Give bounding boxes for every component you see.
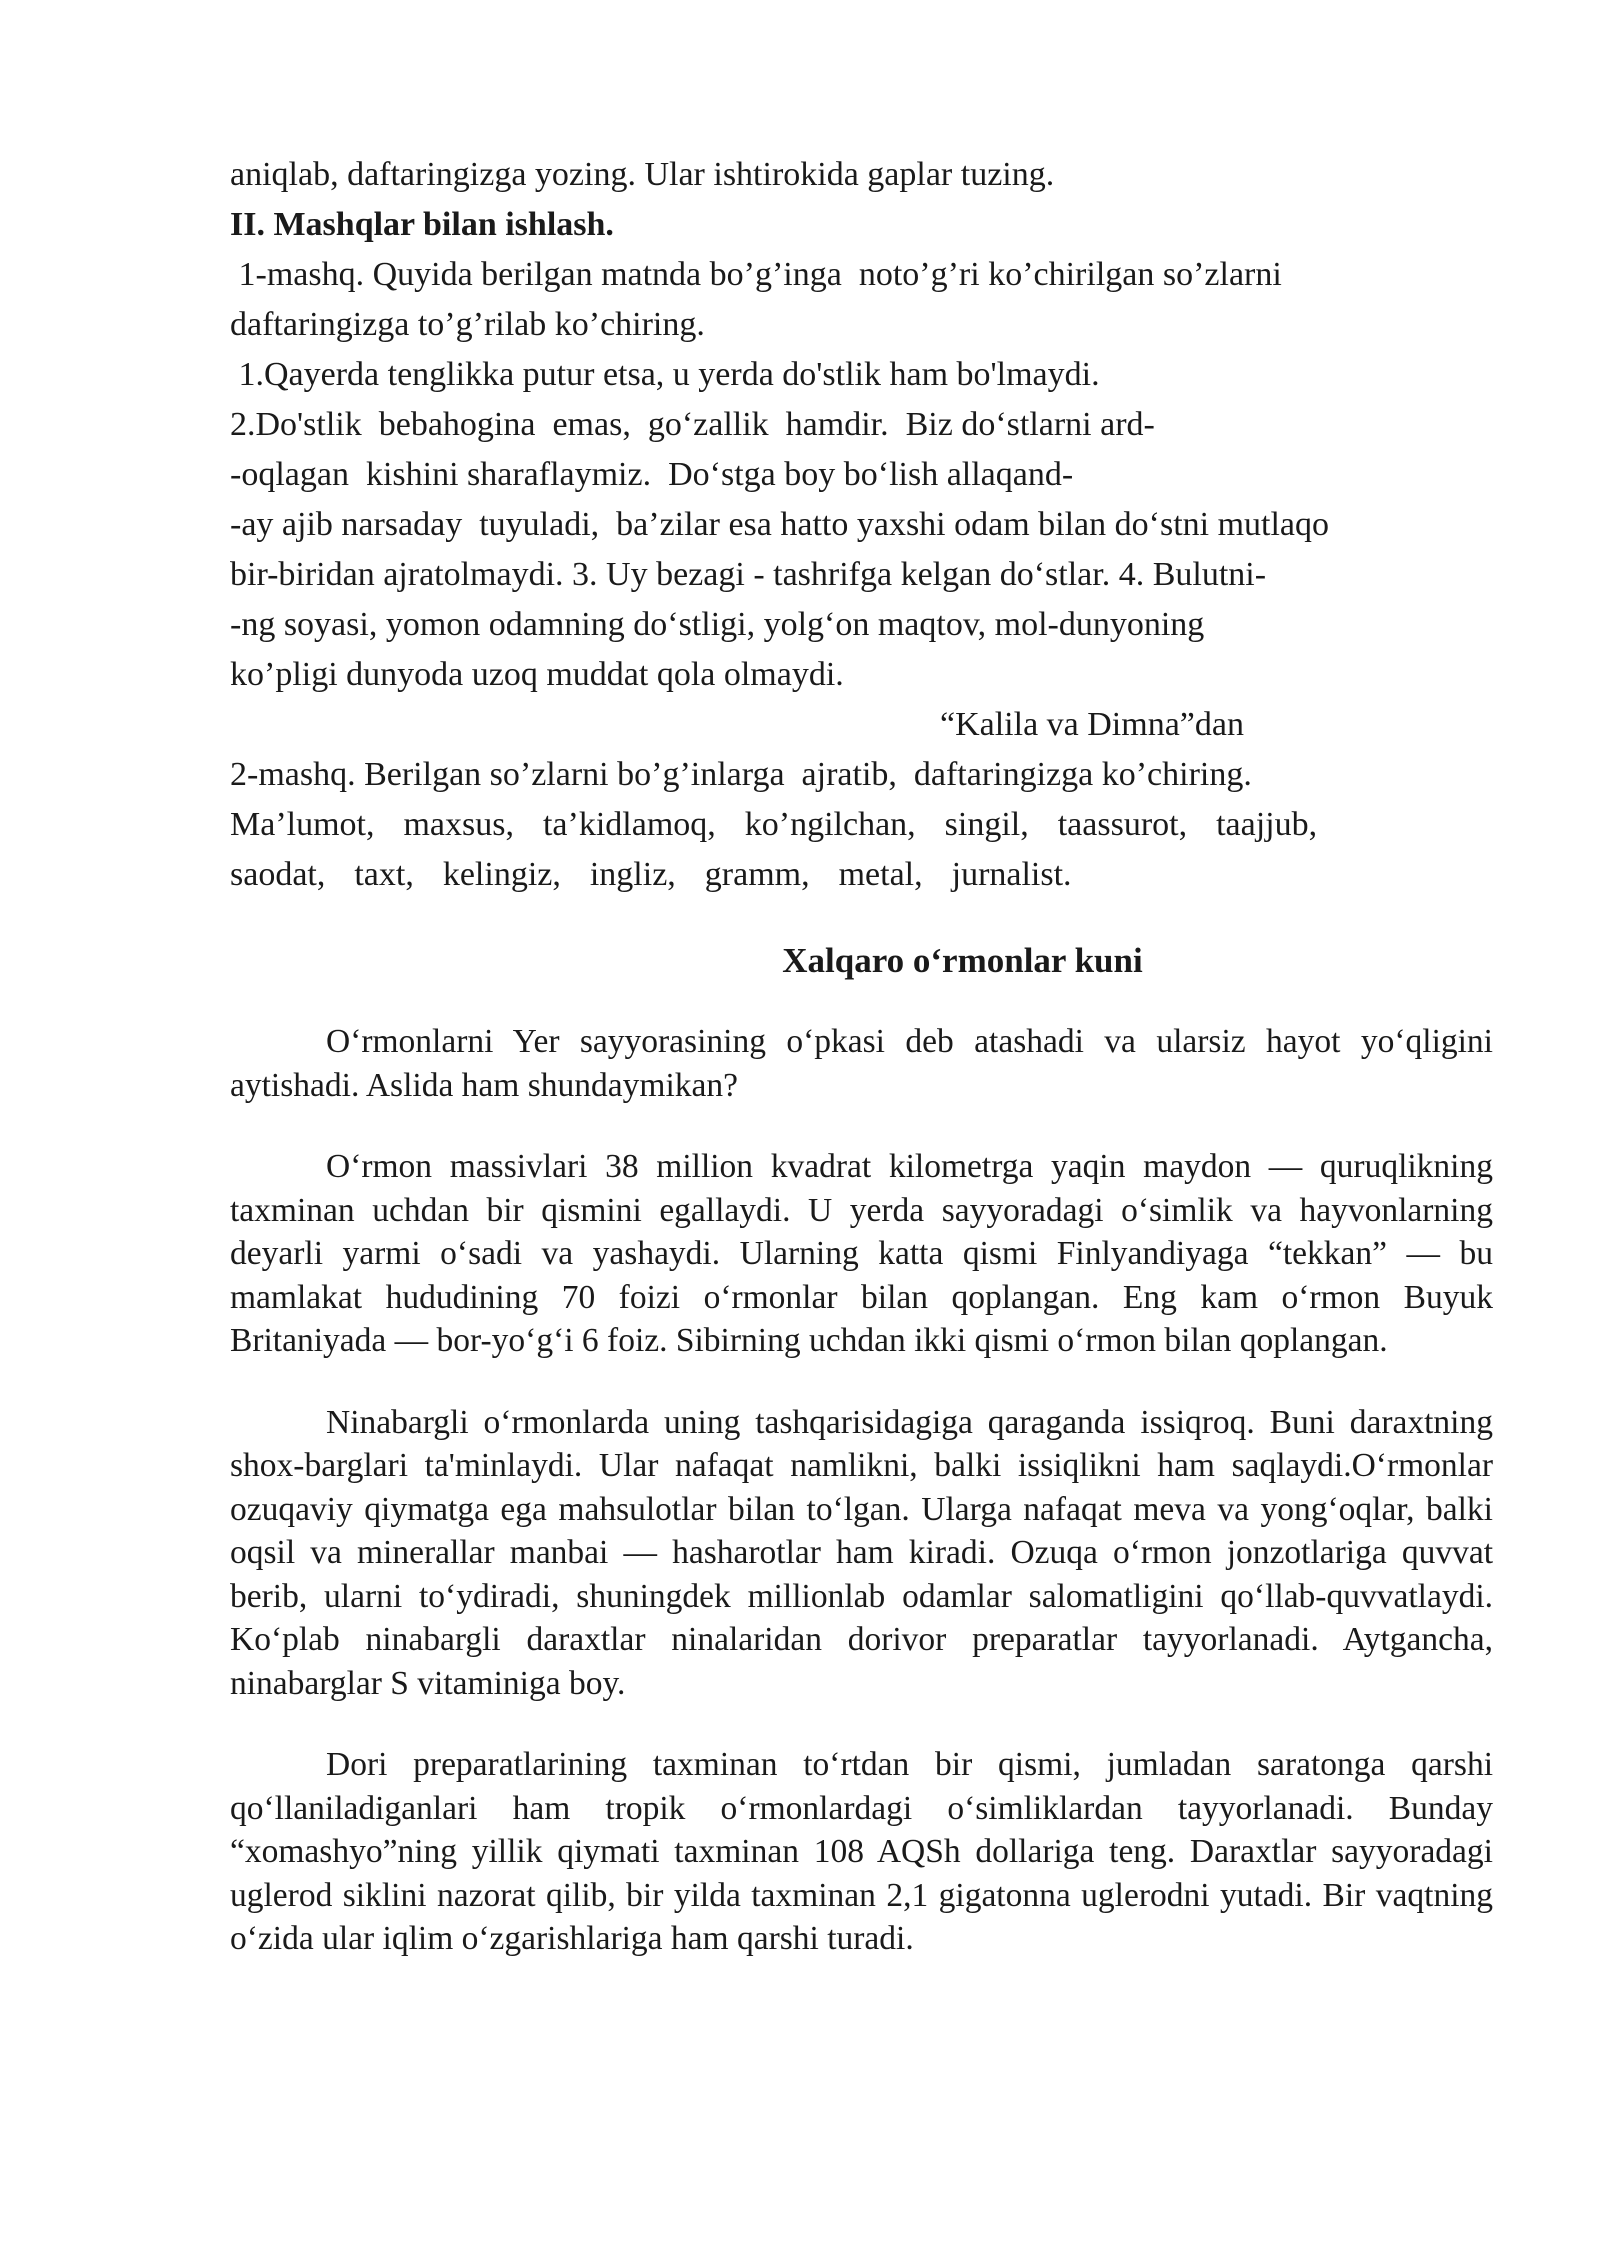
exercise-1-text-line: 2.Do'stlik bebahogina emas, go‘zallik hamdir. Biz do‘stlarni ard-: [230, 406, 1155, 443]
exercise-1-instruction-line-2: daftaringizga to’g’rilab ko’chiring.: [230, 306, 705, 343]
exercise-1-text-line: -ng soyasi, yomon odamning do‘stligi, yolg‘on maqtov, mol-dunyoning: [230, 606, 1205, 643]
article-paragraph: Dori preparatlarining taxminan to‘rtdan bir qismi, jumladan saratonga qarshi qo‘llaniladiganlari ham tropik o‘rmonlardagi o‘simliklardan tayyorlanadi. Bunday “xomashyo”ning yillik qiymati taxminan 108 AQSh dollariga teng. Daraxtlar sayyoradagi uglerod siklini nazorat qilib, bir yilda taxminan 2,1 gigatonna uglerodni yutadi. Bir vaqtning o‘zida ular iqlim o‘zgarishlariga ham qarshi turadi.: [230, 1746, 1493, 1957]
article-paragraph: O‘rmon massivlari 38 million kvadrat kilometrga yaqin maydon — quruqlikning taxminan uchdan bir qismini egallaydi. U yerda sayyoradagi o‘simlik va hayvonlarning deyarli yarmi o‘sadi va yashaydi. Ularning katta qismi Finlyandiyaga “tekkan” — bu mamlakat hududining 70 foizi o‘rmonlar bilan qoplangan. Eng kam o‘rmon Buyuk Britaniyada — bor-yo‘g‘i 6 foiz. Sibirning uchdan ikki qismi o‘rmon bilan qoplangan.: [230, 1148, 1493, 1359]
article-title: Xalqaro o‘rmonlar kuni: [782, 941, 1143, 980]
article-paragraph: O‘rmonlarni Yer sayyorasining o‘pkasi deb atashadi va ularsiz hayot yo‘qligini aytishadi. Aslida ham shundaymikan?: [230, 1023, 1493, 1104]
intro-line: aniqlab, daftaringizga yozing. Ular ishtirokida gaplar tuzing.: [230, 156, 1055, 193]
exercise-2-instruction: 2-mashq. Berilgan so’zlarni bo’g’inlarga ajratib, daftaringizga ko’chiring.: [230, 756, 1252, 793]
exercise-2-words-line-2: saodat, taxt, kelingiz, ingliz, gramm, metal, jurnalist.: [230, 856, 1072, 893]
exercise-1-text-line: -oqlagan kishini sharaflaymiz. Do‘stga boy bo‘lish allaqand-: [230, 456, 1074, 493]
section-title: II. Mashqlar bilan ishlash.: [230, 206, 614, 243]
exercise-1-text-line: bir-biridan ajratolmaydi. 3. Uy bezagi - tashrifga kelgan do‘stlar. 4. Bulutni-: [230, 556, 1267, 593]
exercise-2-words-line-1: Ma’lumot, maxsus, ta’kidlamoq, ko’ngilchan, singil, taassurot, taajjub,: [230, 806, 1318, 843]
exercise-1-instruction-line-1: 1-mashq. Quyida berilgan matnda bo’g’inga noto’g’ri ko’chirilgan so’zlarni: [230, 256, 1282, 293]
article-body: [230, 1020, 1493, 1999]
article-paragraph: Ninabargli o‘rmonlarda uning tashqarisidagiga qaraganda issiqroq. Buni daraxtning shox-barglari ta'minlaydi. Ular nafaqat namlikni, balki issiqlikni ham saqlaydi.O‘rmonlar ozuqaviy qiymatga ega mahsulotlar bilan to‘lgan. Ularga nafaqat meva va yong‘oqlar, balki oqsil va minerallar manbai — hasharotlar ham kiradi. Ozuqa o‘rmon jonzotlariga quvvat berib, ularni to‘ydiradi, shuningdek millionlab odamlar salomatligini qo‘llab-quvvatlaydi. Ko‘plab ninabargli daraxtlar ninalaridan dorivor preparatlar tayyorlanadi. Aytgancha, ninabarglar S vitaminiga boy.: [230, 1403, 1493, 1702]
exercise-1-text-line: 1.Qayerda tenglikka putur etsa, u yerda do'stlik ham bo'lmaydi.: [230, 356, 1100, 393]
exercise-1-text-line: ko’pligi dunyoda uzoq muddat qola olmaydi.: [230, 656, 844, 693]
exercise-block: [230, 150, 1530, 900]
exercise-1-text-line: -ay ajib narsaday tuyuladi, ba’zilar esa hatto yaxshi odam bilan do‘stni mutlaqo: [230, 506, 1330, 543]
text-source: “Kalila va Dimna”dan: [940, 706, 1244, 743]
